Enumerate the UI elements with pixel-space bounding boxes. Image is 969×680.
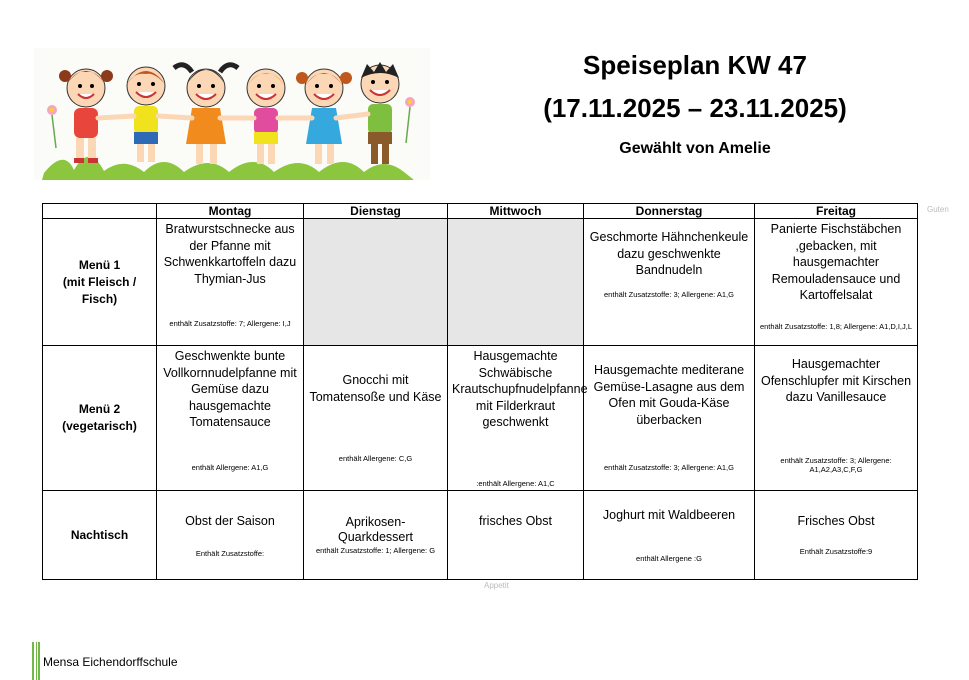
row-label-menu1: Menü 1 (mit Fleisch / Fisch) [43,219,157,346]
table-row [43,346,918,491]
allergen-note: enthält Allergene: A1,G [191,463,269,472]
allergen-note: :enthält Allergene: A1,C [476,479,555,488]
footer-accent-bars [32,642,40,680]
day-header: Freitag [755,204,918,219]
table-header-row [43,204,918,219]
menu-cell [157,219,304,346]
dish-text: Panierte Fischstäbchen ,gebacken, mit hausgemachter Remouladensauce und Kartoffelsalat [770,222,902,302]
menu-cell [755,219,918,346]
menu-cell [755,346,918,491]
menu-cell [448,346,588,491]
menu-cell [448,491,584,580]
menu-cell [157,346,304,491]
dish-text: frisches Obst [479,514,552,528]
dish-text: Aprikosen-Quarkdessert [337,515,414,544]
dish-text: Frisches Obst [797,514,875,528]
dish-text: Gnocchi mit Tomatensoße und Käse [309,373,442,404]
date-range: (17.11.2025 – 23.11.2025) [543,93,847,123]
day-header: Montag [157,204,304,219]
empty-cell [448,219,584,346]
menu-cell [304,346,448,491]
allergen-note: enthält Zusatzstoffe: 3; Allergene: A1,G [604,463,734,472]
dish-text: Geschwenkte bunte Vollkornnudelpfanne mit Gemüse dazu hausgemachte Tomatensauce [163,349,297,429]
allergen-note: enthält Zusatzstoffe: 3; Allergene: A1,G [604,290,734,299]
menu-cell [755,491,918,580]
side-note: Guten [927,205,949,214]
school-name: Mensa Eichendorffschule [43,655,178,669]
page-title: Speiseplan KW 47 [583,50,807,80]
day-header: Dienstag [304,204,448,219]
dish-text: Bratwurstschnecke aus der Pfanne mit Schwenkkartoffeln dazu Thymian-Jus [163,222,297,286]
allergen-note: enthält Allergene :G [636,554,702,563]
menu-cell [584,346,755,491]
allergen-note: enthält Allergene: C,G [338,454,413,463]
empty-cell [304,219,448,346]
day-header: Donnerstag [584,204,755,219]
chosen-by: Gewählt von Amelie [619,140,771,157]
table-row [43,219,918,346]
menu-cell [157,491,304,580]
day-header: Mittwoch [448,204,584,219]
row-label-menu2: Menü 2 (vegetarisch) [43,346,157,491]
dish-text: Hausgemachte Schwäbische Krautschupfnudelpfanne mit Filderkraut geschwenkt [452,349,588,429]
menu-cell [584,491,755,580]
allergen-note: enthält Zusatzstoffe: 7; Allergene: I,J [169,319,291,328]
corner-cell [43,204,157,219]
allergen-note: enthält Zusatzstoffe: 1; Allergene: G [315,546,436,555]
appetit-note: Appetit [484,581,509,590]
children-illustration [34,48,430,180]
dish-text: Geschmorte Hähnchenkeule dazu geschwenkte Bandnudeln [589,230,749,277]
table-row [43,491,918,580]
dish-text: Obst der Saison [185,514,275,528]
allergen-note: enthält Zusatzstoffe: 1,8; Allergene: A1,D,I,J,L [759,322,913,331]
menu-cell [304,491,448,580]
dish-text: Hausgemachte mediterane Gemüse-Lasagne aus dem Ofen mit Gouda-Käse überbacken [593,363,745,427]
dish-text: Joghurt mit Waldbeeren [602,508,736,522]
row-label-dessert: Nachtisch [43,491,157,580]
menu-table [42,203,918,580]
dish-text: Hausgemachter Ofenschlupfer mit Kirschen dazu Vanillesauce [760,357,912,404]
allergen-note: enthält Zusatzstoffe: 3; Allergene: A1,A2,A3,C,F,G [780,456,892,474]
menu-cell [584,219,755,346]
allergen-note: Enthält Zusatzstoffe:9 [799,547,873,556]
allergen-note: Enthält Zusatzstoffe: [195,549,265,558]
